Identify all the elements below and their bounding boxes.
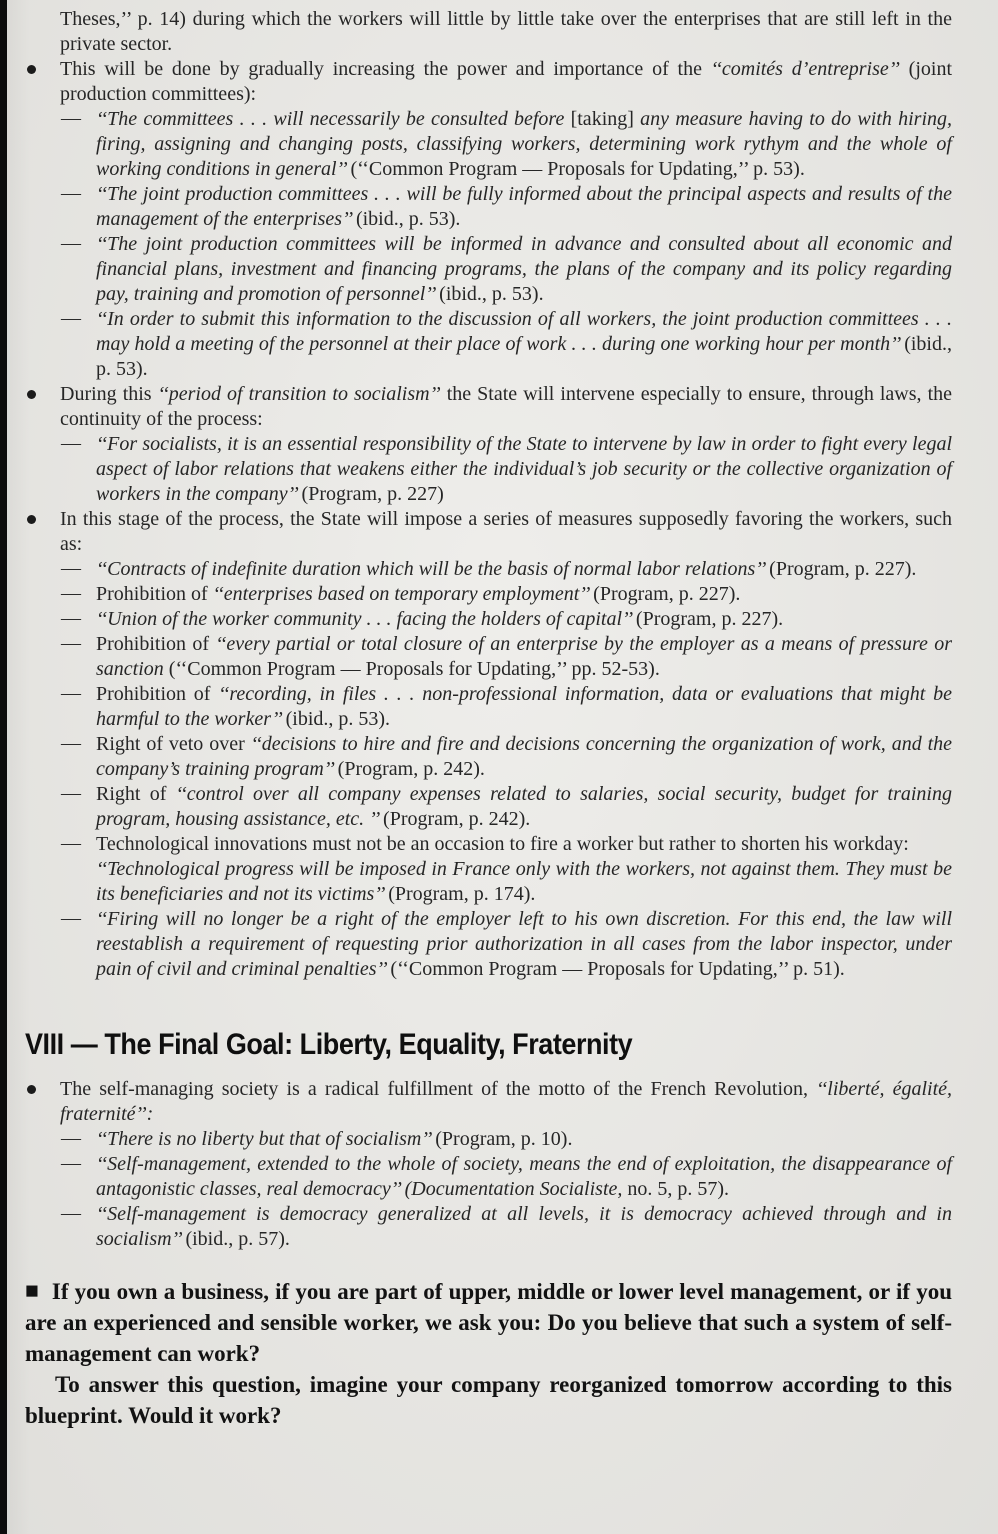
list-item [60,782,952,832]
quote-paragraph [61,1152,952,1202]
text-segment: ‘‘Self-management is democracy generalized at all levels, it is democracy achieved through and in socialism’’ [96,1203,952,1250]
citation-segment: (‘‘Common Program — Proposals for Updating,’’ pp. 52-53). [168,658,660,680]
list-item [60,557,952,582]
text-segment: ‘‘The committees . . . will necessarily be consulted before [96,108,571,130]
text-segment: ‘‘Firing will no longer be a right of the employer left to his own discretion. For this end, the law will reestablish a requirement of requesting prior authorization in all cases from the labor inspector, under pain of civil and criminal penalties’’ [96,908,952,980]
dash-marker: — [61,307,81,329]
dash-marker: — [61,907,81,929]
text-segment: ‘‘Technological progress will be imposed in France only with the workers, not against them. They must be its beneficiaries and not its victims’’ [96,858,952,905]
text-segment: ‘‘comités d’entreprise’’ [710,58,900,80]
citation-segment: (Program, p. 227) [301,483,444,505]
text-segment: Theses,’’ p. 14) during which the workers will little by little take over the enterprises that are still left in the private sector. [60,8,952,55]
bullet-icon [27,390,36,399]
citation-segment: (Program, p. 10). [435,1128,573,1150]
text-segment: ‘‘enterprises based on temporary employment’’ [212,583,594,605]
text-segment: ‘‘For socialists, it is an essential responsibility of the State to intervene by law in order to fight every legal aspect of labor relations that weakens either the individual’s job security or the collective organization of workers in the company’’ [96,433,952,505]
text-segment: In this stage of the process, the State will impose a series of measures supposedly favoring the workers, such as: [60,508,952,555]
citation-segment: (Program, p. 227). [593,583,741,605]
text-segment: To answer this question, imagine your company reorganized tomorrow according to this blueprint. Would it work? [25,1372,952,1428]
bullet-item [60,507,952,982]
section-heading: VIII — The Final Goal: Liberty, Equality, Fraternity [25,1028,633,1061]
bullet-lead [60,382,952,432]
citation-segment: no. 5, p. 57). [627,1178,730,1200]
dash-marker: — [61,732,81,754]
text-segment: ‘‘period of transition to socialism’’ [157,383,441,405]
bullet-icon [27,515,36,524]
bullet-item [60,382,952,507]
text-segment: The self-managing society is a radical fulfillment of the motto of the French Revolution, [60,1078,817,1100]
text-segment: ‘‘Contracts of indefinite duration which will be the basis of normal labor relations’’ [96,558,770,580]
citation-segment: (ibid., p. 53). [439,283,544,305]
quote-paragraph [61,1127,952,1152]
closing-paragraph [25,1369,952,1431]
list-item [60,582,952,607]
text-segment: ‘‘Self-management, extended to the whole of society, means the end of exploitation, the disappearance of antagonistic classes, real democracy’’ (Documentation Socialiste, [96,1153,952,1200]
statement-paragraph [61,832,952,857]
text-segment: ‘‘liberté, égalité, fraternité’’: [60,1078,953,1125]
dash-marker: — [61,632,81,654]
quote-paragraph [61,107,952,182]
citation-segment: (ibid., p. 57). [185,1228,290,1250]
list-item [60,682,952,732]
list-item [60,107,952,182]
closing-paragraph [25,1276,952,1369]
dash-marker: — [61,182,81,204]
list-item [60,1127,952,1152]
quote-paragraph [61,582,952,607]
text-segment: [taking] [570,108,641,130]
dash-marker: — [61,832,81,854]
dash-marker: — [61,1127,81,1149]
text-segment: This will be done by gradually increasing the power and importance of the [60,58,711,80]
continuation-paragraph [60,7,952,57]
text-segment: If you own a business, if you are part of upper, middle or lower level management, or if you are an experienced and sensible worker, we ask you: Do you believe that such a system of self-management can work? [25,1279,952,1366]
text-segment: ‘‘There is no liberty but that of socialism’’ [96,1128,436,1150]
text-segment: Right of [96,783,176,805]
bullet-icon [27,65,36,74]
text-segment: any measure having to do with hiring, firing, assigning and changing posts, classifying workers, determining work rythym and the whole of working conditions in general’’ [96,108,952,180]
citation-segment: (Program, p. 242). [337,758,485,780]
citation-segment: (Program, p. 227). [635,608,784,630]
list-item [60,182,952,232]
bullet-lead [60,507,952,557]
list-item [60,832,952,907]
citation-segment: (‘‘Common Program — Proposals for Updating,’’ p. 53). [350,158,805,180]
quote-paragraph [61,432,952,507]
citation-segment: (Program, p. 174). [388,883,536,905]
quote-paragraph [61,1202,952,1252]
quote-paragraph [61,307,952,382]
quote-paragraph [61,632,952,682]
quote-paragraph [61,232,952,307]
bullet-lead [60,1077,952,1127]
bullet-item [60,1077,952,1252]
citation-segment: (ibid., p. 53). [355,208,461,230]
list-item [60,732,952,782]
dash-marker: — [61,107,81,129]
dash-marker: — [61,1202,81,1224]
text-segment: the State will intervene especially to ensure, through laws, the continuity of the process: [60,383,952,430]
bullet-item [60,57,952,382]
page-content [25,7,953,1431]
dash-marker: — [61,582,81,604]
text-segment: ‘‘Union of the worker community . . . facing the holders of capital’’ [96,608,636,630]
text-segment: During this [60,383,158,405]
dash-marker: — [61,682,81,704]
quote-paragraph [61,907,952,982]
closing-block [25,1276,952,1431]
citation-segment: (Program, p. 227). [769,558,917,580]
quote-paragraph [61,682,952,732]
quote-paragraph [61,782,952,832]
text-segment: ‘‘The joint production committees . . . will be fully informed about the principal aspects and results of the management of the enterprises’’ [96,183,952,230]
bullet-icon [27,1085,36,1094]
text-segment: Technological innovations must not be an occasion to fire a worker but rather to shorten his workday: [96,833,909,855]
list-item [60,1152,952,1202]
text-segment: ‘‘control over all company expenses related to salaries, social security, budget for training program, housing assistance, etc. ’’ [96,783,952,830]
text-segment: Right of veto over [96,733,251,755]
quote-paragraph [61,607,952,632]
scan-edge-strip [0,0,7,1534]
dash-marker: — [61,782,81,804]
text-segment: Prohibition of [96,683,219,705]
quote-paragraph [61,732,953,782]
dash-marker: — [61,432,81,454]
dash-marker: — [61,1152,81,1174]
text-segment: Prohibition of [96,633,216,655]
list-item [60,307,952,382]
citation-segment: (‘‘Common Program — Proposals for Updating,’’ p. 51). [390,958,845,980]
black-square-icon: ■ [25,1278,39,1303]
text-segment: ‘‘recording, in files . . . non-professional information, data or evaluations that might be harmful to the worker’’ [96,683,952,730]
text-segment: ‘‘The joint production committees will be informed in advance and consulted about all economic and financial plans, investment and financing programs, the plans of the company and its policy regarding pay, training and promotion of personnel’’ [96,233,952,305]
text-segment: ‘‘In order to submit this information to the discussion of all workers, the joint production committees . . . may hold a meeting of the personnel at their place of work . . . during one working hour per month’’ [96,308,952,355]
text-segment: Prohibition of [96,583,213,605]
quote-paragraph [61,182,952,232]
bullet-lead [60,57,952,107]
list-item [60,632,952,682]
citation-segment: (ibid., p. 53). [285,708,391,730]
text-segment: ‘‘every partial or total closure of an enterprise by the employer as a means of pressure or sanction [96,633,952,680]
dash-marker: — [61,557,81,579]
dash-marker: — [61,607,81,629]
text-segment: ‘‘decisions to hire and fire and decisions concerning the organization of work, and the company’s training program’’ [96,733,953,780]
list-item [60,1202,952,1252]
list-item [60,907,952,982]
quote-paragraph [61,557,952,582]
list-item [60,232,952,307]
list-item [60,432,952,507]
quote-paragraph [96,857,952,907]
text-segment: (joint production committees): [60,58,952,105]
citation-segment: (Program, p. 242). [383,808,531,830]
dash-marker: — [61,232,81,254]
citation-segment: (ibid., p. 53). [96,333,952,380]
list-item [60,607,952,632]
